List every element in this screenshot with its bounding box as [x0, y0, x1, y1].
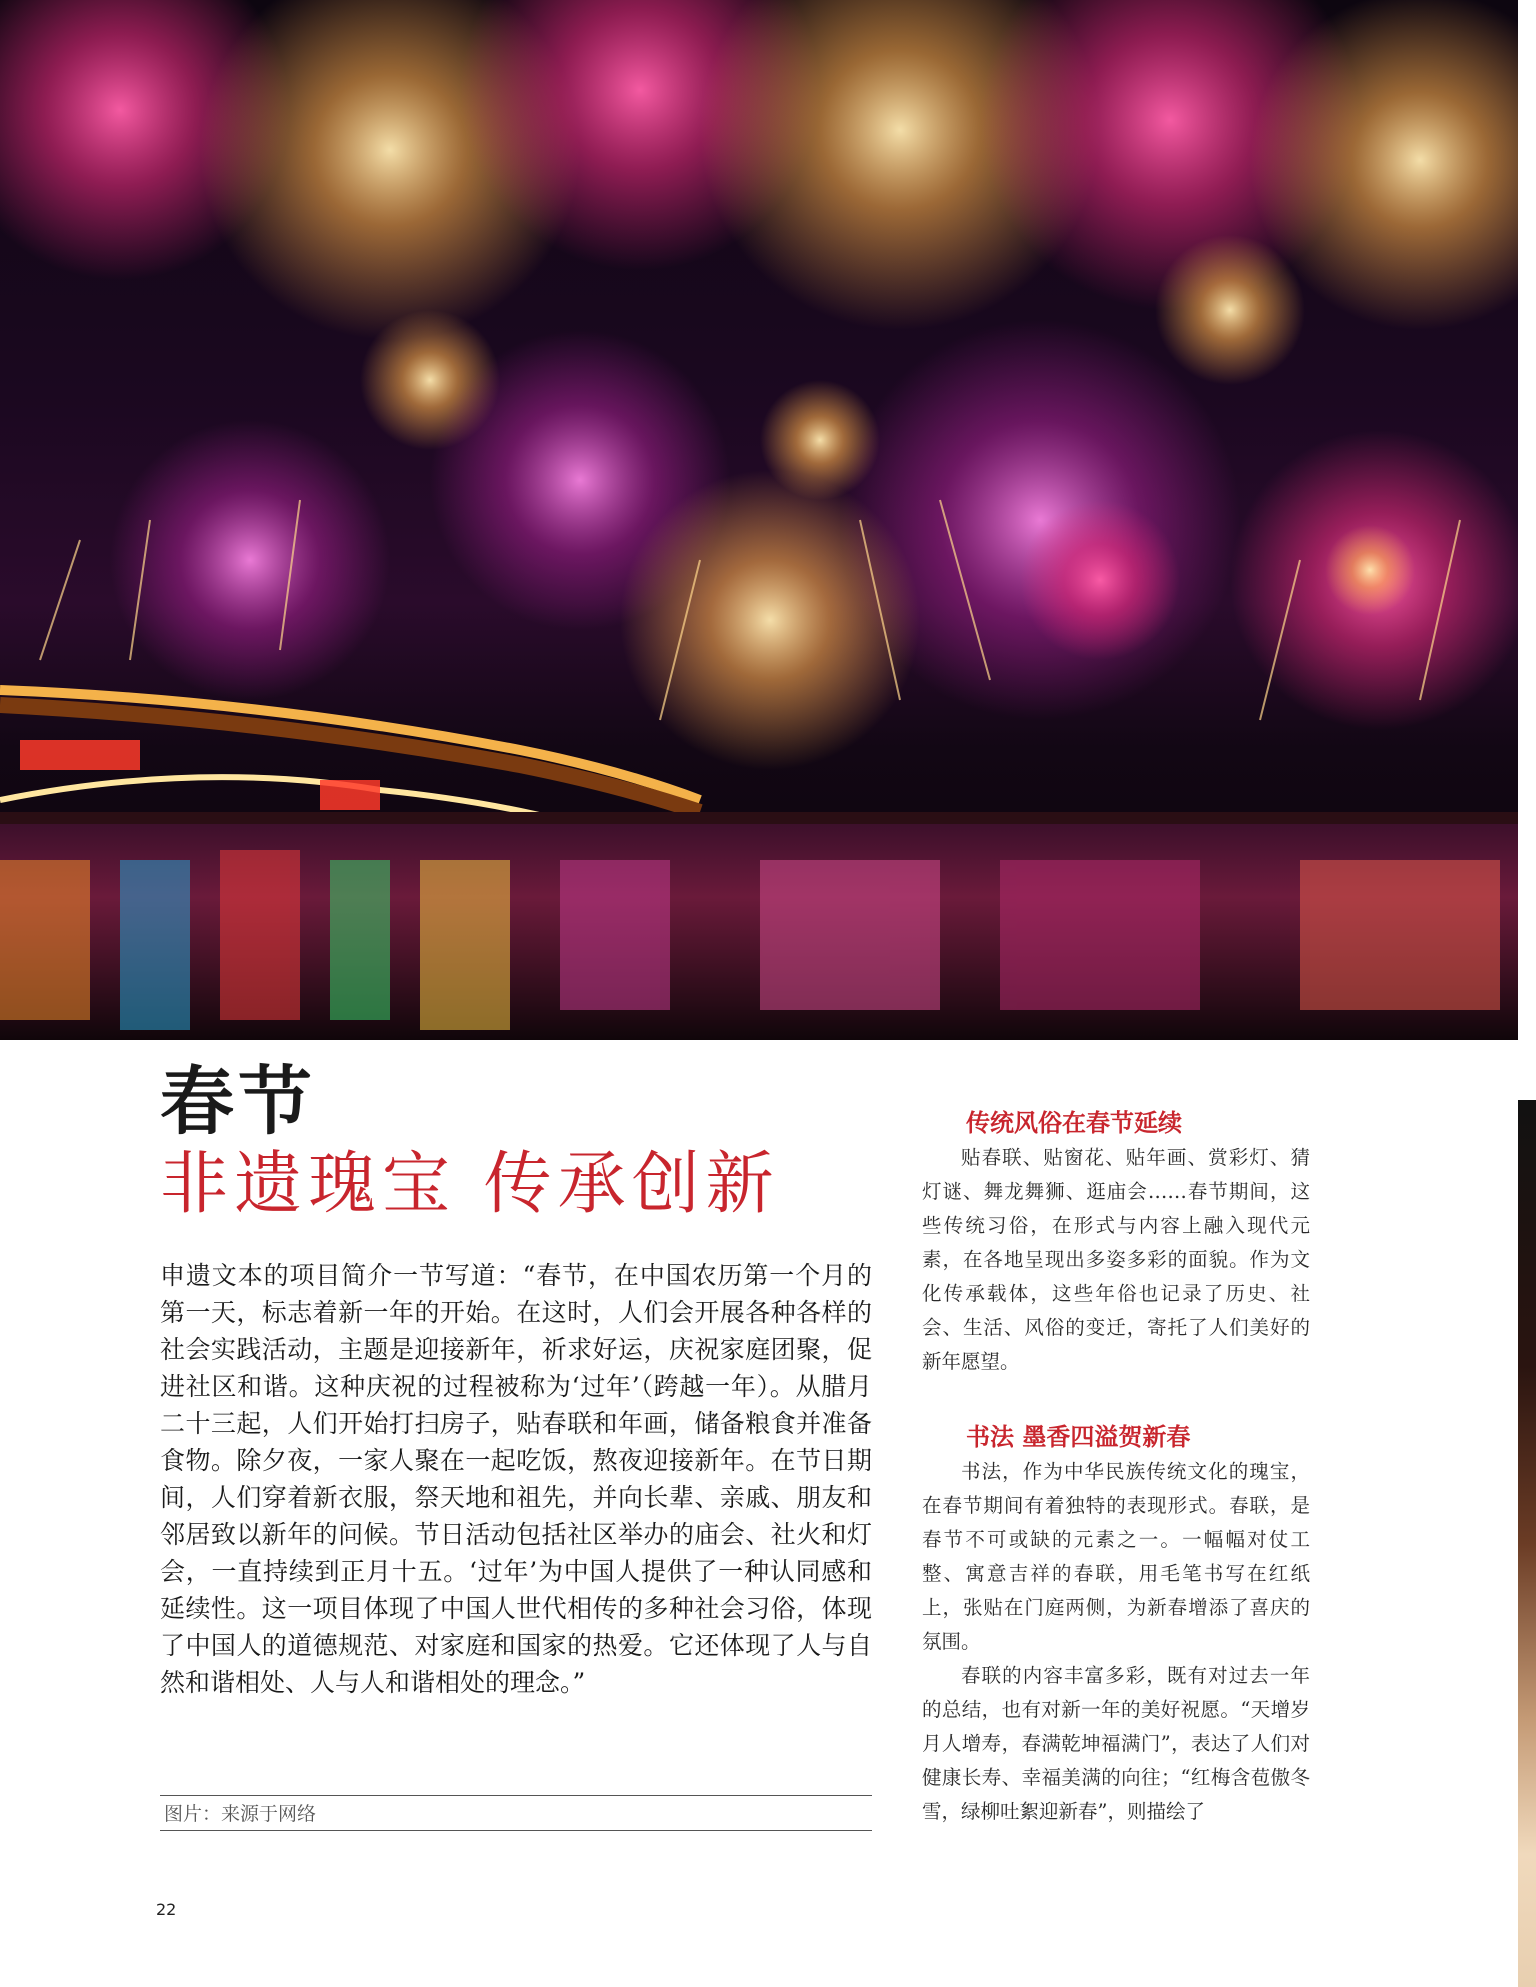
- sidebar-heading-customs: 传统风俗在春节延续: [966, 1108, 1182, 1137]
- sidebar-heading-calligraphy: 书法 墨香四溢贺新春: [966, 1422, 1191, 1451]
- sidebar-text-calligraphy-2: 春联的内容丰富多彩，既有对过去一年的总结，也有对新一年的美好祝愿。“天增岁月人增寿，春满乾坤福满门”，表达了人们对健康长寿、幸福美满的向往；“红梅含苞傲冬雪，绿柳吐絮迎新春”，则描绘了: [922, 1664, 1310, 1823]
- sidebar-text-customs: 贴春联、贴窗花、贴年画、赏彩灯、猜灯谜、舞龙舞狮、逛庙会……春节期间，这些传统习俗，在形式与内容上融入现代元素，在各地呈现出多姿多彩的面貌。作为文化传承载体，这些年俗也记录了历史、社会、生活、风俗的变迁，寄托了人们美好的新年愿望。: [922, 1146, 1310, 1373]
- photo-caption: 图片：来源于网络: [160, 1795, 872, 1831]
- page-title: 春节: [160, 1059, 316, 1145]
- adjacent-page-edge: [1518, 1100, 1536, 1987]
- page-subtitle: 非遗瑰宝 传承创新: [160, 1145, 780, 1224]
- main-article-text: 申遗文本的项目简介一节写道：“春节，在中国农历第一个月的第一天，标志着新一年的开始。在这时，人们会开展各种各样的社会实践活动，主题是迎接新年，祈求好运，庆祝家庭团聚，促进社区和谐。这种庆祝的过程被称为‘过年’（跨越一年）。从腊月二十三起，人们开始打扫房子，贴春联和年画，储备粮食并准备食物。除夕夜，一家人聚在一起吃饭，熬夜迎接新年。在节日期间，人们穿着新衣服，祭天地和祖先，并向长辈、亲戚、朋友和邻居致以新年的问候。节日活动包括社区举办的庙会、社火和灯会，一直持续到正月十五。‘过年’为中国人提供了一种认同感和延续性。这一项目体现了中国人世代相传的多种社会习俗，体现了中国人的道德规范、对家庭和国家的热爱。它还体现了人与自然和谐相处、人与人和谐相处的理念。”: [160, 1261, 872, 1697]
- page-number: 22: [156, 1900, 177, 1919]
- sidebar-text-calligraphy-1: 书法，作为中华民族传统文化的瑰宝，在春节期间有着独特的表现形式。春联，是春节不可或缺的元素之一。一幅幅对仗工整、寓意吉祥的春联，用毛笔书写在红纸上，张贴在门庭两侧，为新春增添了喜庆的氛围。: [922, 1460, 1310, 1653]
